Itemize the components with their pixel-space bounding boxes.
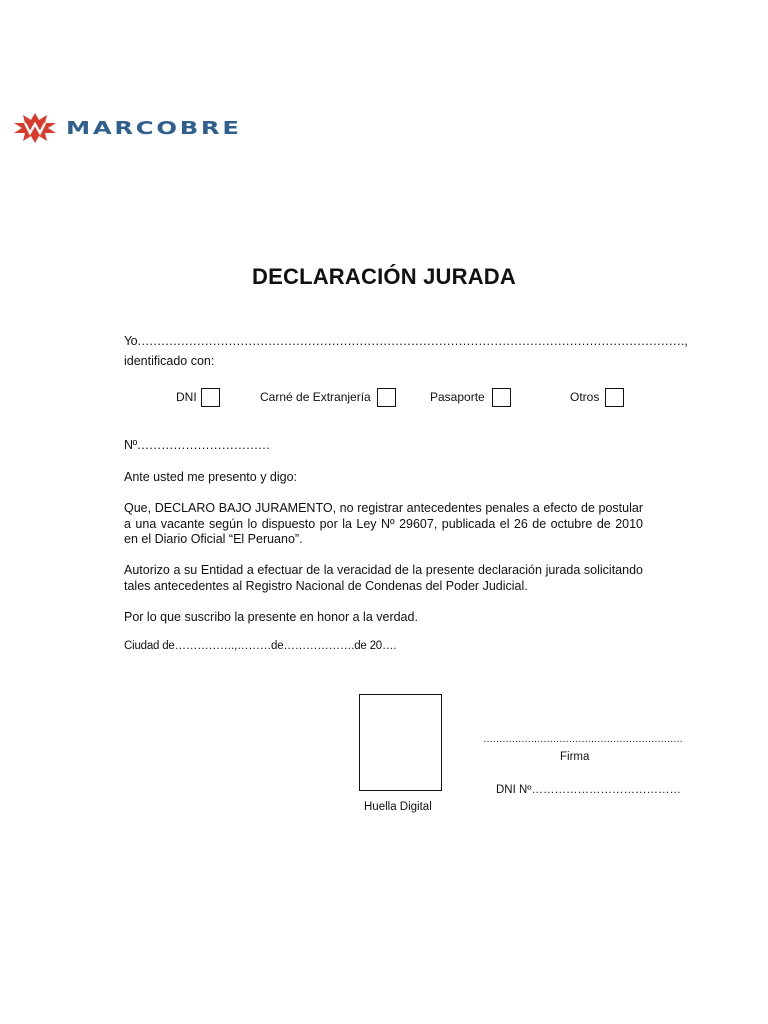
authorization-paragraph: Autorizo a su Entidad a efectuar de la veracidad de la presente declaración jurada solicitando tales antecedentes al Registro Nacional de Condenas del Poder Judicial. [124, 563, 643, 593]
id-option-label: Carné de Extranjería [260, 390, 371, 404]
otros-checkbox[interactable] [605, 388, 624, 407]
city-date-line: Ciudad de…………….,………de……………….de 20…. [124, 640, 397, 652]
closing-statement: Por lo que suscribo la presente en honor a la verdad. [124, 610, 418, 624]
id-option-label: DNI [176, 390, 197, 404]
fingerprint-box[interactable] [359, 694, 442, 791]
id-option-pasaporte [430, 386, 511, 408]
document-title: DECLARACIÓN JURADA [252, 264, 516, 289]
signature-label: Firma [560, 751, 590, 763]
id-number-line: Nº…………………………… [124, 438, 270, 452]
dni-checkbox[interactable] [201, 388, 220, 407]
signature-line[interactable]: ……………………………………………………… [483, 734, 683, 745]
pasaporte-checkbox[interactable] [492, 388, 511, 407]
fingerprint-label: Huella Digital [364, 801, 432, 813]
sworn-declaration-paragraph: Que, DECLARO BAJO JURAMENTO, no registrar antecedentes penales a efecto de postular a una vacante según lo dispuesto por la Ley Nº 29607, publicada el 26 de octubre de 2010 en el Diario Oficial “El Peruano”. [124, 501, 643, 546]
marcobre-emblem-icon [10, 111, 60, 145]
id-option-carne [260, 386, 396, 408]
company-name: MARCOBRE [66, 117, 242, 139]
id-option-label: Pasaporte [430, 390, 485, 404]
id-option-dni [176, 386, 220, 408]
id-option-otros [570, 386, 624, 408]
id-option-label: Otros [570, 390, 600, 404]
company-logo [10, 108, 242, 148]
intro-statement: Ante usted me presento y digo: [124, 470, 298, 484]
identified-with-label: identificado con: [124, 354, 215, 368]
name-line: Yo…………………………………………………………………………………………………………………………, [124, 334, 688, 348]
signer-dni-line[interactable]: DNI Nº………………………………… [496, 784, 682, 796]
carne-checkbox[interactable] [377, 388, 396, 407]
